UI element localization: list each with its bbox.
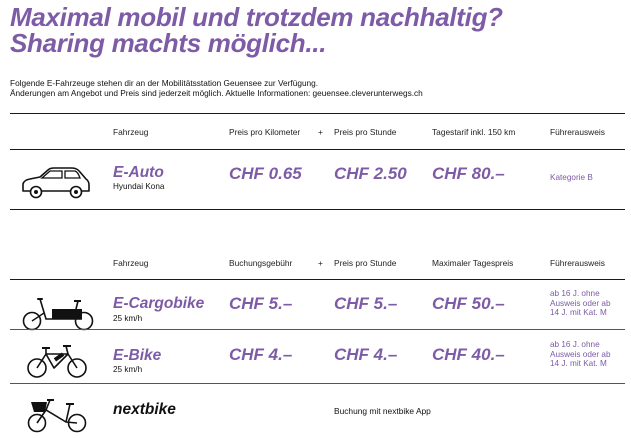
car-icon [20,166,92,200]
header-max-day: Maximaler Tagespreis [432,258,514,268]
price-hour: CHF 5.– [334,294,398,313]
vehicle-name: E-Auto [113,164,164,181]
license-info: Kategorie B [550,173,593,182]
header-rule [10,149,625,150]
row-rule [10,383,625,384]
license-line: 14 J. mit Kat. M [550,359,607,369]
header-booking-fee: Buchungsgebühr [229,258,293,268]
license-info [550,289,630,318]
cargo-bike-icon [20,291,94,331]
title-line-1: Maximal mobil und trotzdem nachhaltig? [10,2,503,32]
header-plus: + [318,127,323,137]
license-line: Ausweis oder ab [550,349,611,359]
vehicle-model: Hyundai Kona [113,182,165,191]
header-license: Führerausweis [550,127,605,137]
vehicle-name: E-Bike [113,347,162,364]
booking-fee: CHF 4.– [229,345,293,364]
intro-line-2: Änderungen am Angebot und Preis sind jederzeit möglich. Aktuelle Informationen: geuensee.cleverunterwegs.ch [10,88,423,98]
license-info [550,340,630,369]
header-vehicle: Fahrzeug [113,258,149,268]
title-line-2: Sharing machts möglich... [10,28,327,58]
license-line: ab 16 J. ohne [550,340,600,349]
max-day-price: CHF 40.– [432,345,505,364]
price-km: CHF 0.65 [229,164,302,183]
intro-text [10,78,625,98]
license-line: 14 J. mit Kat. M [550,308,607,318]
table-top-rule [10,113,625,114]
vehicle-name: nextbike [113,401,176,418]
vehicle-speed: 25 km/h [113,365,143,374]
header-license: Führerausweis [550,258,605,268]
header-price-km: Preis pro Kilometer [229,127,301,137]
page-title [10,4,625,56]
header-plus: + [318,258,323,268]
license-line: ab 16 J. ohne [550,289,600,298]
bike-basket-icon [26,396,88,434]
header-price-hour: Preis pro Stunde [334,258,397,268]
header-vehicle: Fahrzeug [113,127,149,137]
header-price-hour: Preis pro Stunde [334,127,397,137]
intro-line-1: Folgende E-Fahrzeuge stehen dir an der Mobilitätsstation Geuensee zur Verfügung. [10,78,319,88]
booking-note: Buchung mit nextbike App [334,406,431,416]
header-day-rate: Tagestarif inkl. 150 km [432,127,516,137]
row-rule [10,329,625,330]
e-bike-icon [26,342,88,380]
table-bottom-rule [10,209,625,210]
price-hour: CHF 2.50 [334,164,407,183]
day-rate: CHF 80.– [432,164,505,183]
header-rule [10,279,625,280]
vehicle-name: E-Cargobike [113,295,205,312]
booking-fee: CHF 5.– [229,294,293,313]
vehicle-speed: 25 km/h [113,314,143,323]
price-hour: CHF 4.– [334,345,398,364]
license-line: Ausweis oder ab [550,298,611,308]
max-day-price: CHF 50.– [432,294,505,313]
